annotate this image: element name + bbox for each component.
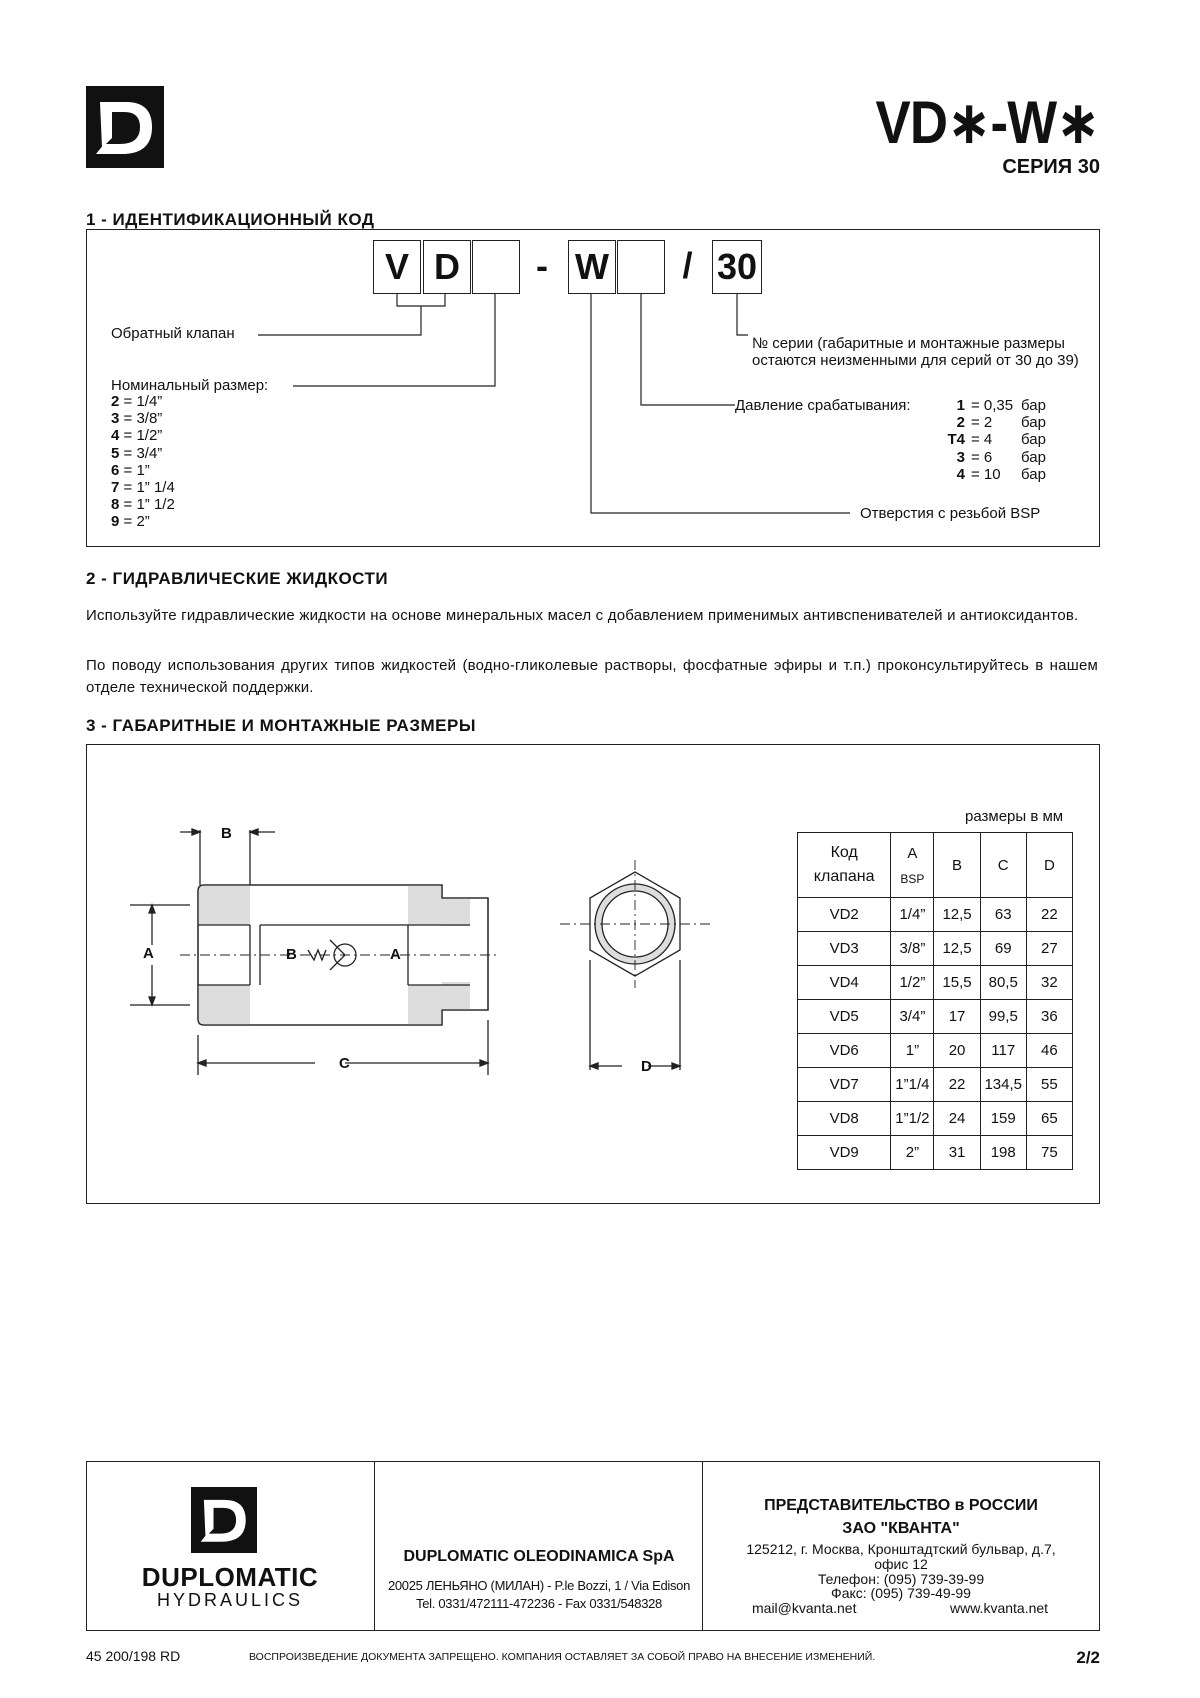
company-name: DUPLOMATIC OLEODINAMICA SpA [403, 1548, 675, 1565]
rep-title: ПРЕДСТАВИТЕЛЬСТВО в РОССИИ [764, 1497, 1038, 1514]
header-d: D [1026, 833, 1072, 898]
rep-address-2: офис 12 [874, 1556, 928, 1572]
pressure-item: 3 = 6 бар [956, 448, 1046, 466]
document-title: VD∗-W∗ [876, 89, 1100, 156]
header-code: Код клапана [798, 833, 891, 898]
dimensions-table [797, 832, 1073, 1170]
rep-phone: Телефон: (095) 739-39-99 [817, 1571, 985, 1587]
rep-name: ЗАО "КВАНТА" [842, 1520, 960, 1537]
section1-heading: 1 - ИДЕНТИФИКАЦИОННЫЙ КОД [86, 210, 375, 229]
header-b: B [934, 833, 980, 898]
rep-email-link[interactable]: mail@kvanta.net [752, 1600, 857, 1616]
size-item: 2 = 1/4” [111, 393, 163, 410]
size-item: 5 = 3/4” [111, 444, 163, 462]
dim-a-label: A [143, 945, 154, 962]
table-row: VD5 3/4” 17 99,5 36 [798, 1000, 1073, 1034]
size-item: 9 = 2” [111, 513, 150, 531]
check-valve-label: Обратный клапан [111, 325, 235, 342]
company-address: 20025 ЛЕНЬЯНО (МИЛАН) - P.le Bozzi, 1 / Via Edison [387, 1578, 691, 1593]
pressure-item: T4 = 4 бар [947, 431, 1046, 449]
nominal-size-list [111, 393, 175, 531]
table-row: VD2 1/4” 12,5 63 22 [798, 898, 1073, 932]
company-phone: Tel. 0331/472111-472236 - Fax 0331/548328 [416, 1596, 662, 1611]
footer-logo [191, 1487, 257, 1553]
pressure-item: 1 = 0,35 бар [956, 397, 1046, 414]
pressure-item: 2 = 2 бар [956, 414, 1046, 432]
code-dash: - [536, 245, 548, 286]
header-c: C [980, 833, 1026, 898]
pressure-list [930, 397, 1046, 483]
fluids-paragraph-2: По поводу использования других типов жидкостей (водно-гликолевые растворы, фосфатные эфиры и т.п.) проконсультируйтесь в нашем отделе технической поддержки. [86, 657, 1098, 696]
copyright-disclaimer: ВОСПРОИЗВЕДЕНИЕ ДОКУМЕНТА ЗАПРЕЩЕНО. КОМПАНИЯ ОСТАВЛЯЕТ ЗА СОБОЙ ПРАВО НА ВНЕСЕНИЕ ИЗМЕНЕНИЙ. [249, 1651, 876, 1663]
size-item: 6 = 1” [111, 461, 150, 479]
code-cell-d: D [423, 240, 471, 294]
port-a-label: A [390, 946, 401, 963]
header-a: A BSP [891, 833, 934, 898]
port-b-label: B [286, 946, 297, 963]
footer-brand-sub: HYDRAULICS [156, 1590, 304, 1610]
table-row: VD4 1/2” 15,5 80,5 32 [798, 966, 1073, 1000]
table-row: VD9 2” 31 198 75 [798, 1136, 1073, 1170]
table-row: VD3 3/8” 12,5 69 27 [798, 932, 1073, 966]
dim-b-top-label: B [221, 825, 232, 842]
size-item: 4 = 1/2” [111, 427, 163, 445]
table-row: VD7 1”1/4 22 134,5 55 [798, 1068, 1073, 1102]
series-subtitle: СЕРИЯ 30 [1002, 156, 1100, 178]
units-note: размеры в мм [965, 808, 1064, 825]
rep-address-1: 125212, г. Москва, Кронштадтский бульвар, д.7, [746, 1541, 1056, 1557]
pressure-label: Давление срабатывания: [735, 397, 911, 414]
dim-d-label: D [641, 1058, 652, 1075]
code-slash: / [682, 245, 693, 286]
rep-website-link[interactable]: www.kvanta.net [950, 1600, 1049, 1616]
valve-side-view-drawing [130, 810, 500, 1080]
series-note-1: № серии (габаритные и монтажные размеры [752, 335, 1065, 352]
section2-heading: 2 - ГИДРАВЛИЧЕСКИЕ ЖИДКОСТИ [86, 569, 389, 588]
table-row: VD8 1”1/2 24 159 65 [798, 1102, 1073, 1136]
code-cell-w: W [568, 240, 616, 294]
valve-front-view-drawing [560, 860, 710, 1080]
dim-c-label: C [339, 1055, 350, 1072]
size-item: 3 = 3/8” [111, 410, 163, 428]
table-header-row [798, 833, 1073, 898]
fluids-paragraph-1: Используйте гидравлические жидкости на основе минеральных масел с добавлением применимых антивспенивателей и антиоксидантов. [86, 607, 1079, 624]
size-item: 8 = 1” 1/2 [111, 496, 175, 514]
series-note-2: остаются неизменными для серий от 30 до 39) [752, 352, 1079, 369]
section3-heading: 3 - ГАБАРИТНЫЕ И МОНТАЖНЫЕ РАЗМЕРЫ [86, 716, 476, 735]
code-cell-series: 30 [712, 240, 762, 294]
pressure-item: 4 = 10 бар [956, 465, 1046, 483]
footer-brand: DUPLOMATIC [141, 1562, 319, 1592]
rep-fax: Факс: (095) 739-49-99 [831, 1585, 971, 1601]
table-row: VD6 1” 20 117 46 [798, 1034, 1073, 1068]
bsp-label: Отверстия с резьбой BSP [860, 505, 1041, 522]
nominal-size-label: Номинальный размер: [111, 377, 269, 394]
doc-number: 45 200/198 RD [86, 1648, 181, 1664]
page-number: 2/2 [1076, 1648, 1100, 1667]
size-item: 7 = 1” 1/4 [111, 479, 175, 497]
code-cell-v: V [373, 240, 421, 294]
